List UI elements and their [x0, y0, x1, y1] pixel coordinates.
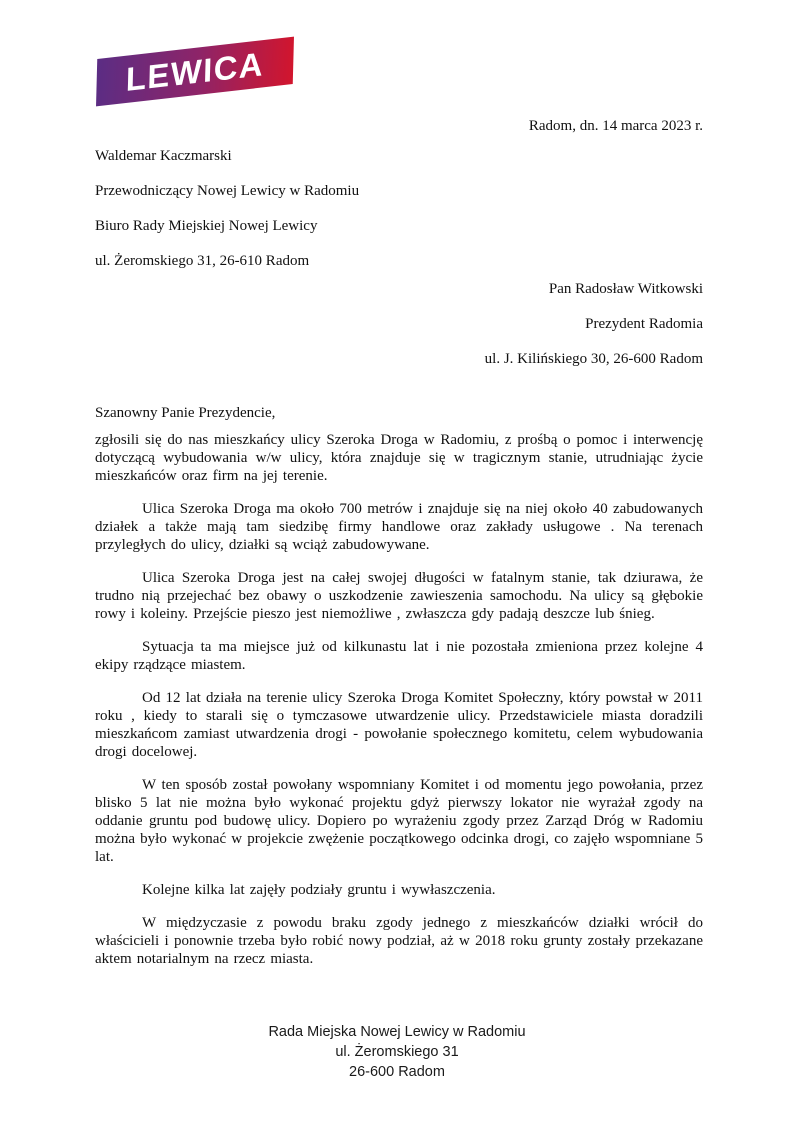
recipient-title: Prezydent Radomia: [585, 316, 703, 332]
recipient-name: Pan Radosław Witkowski: [548, 281, 703, 297]
date-line: Radom, dn. 14 marca 2023 r.: [528, 118, 703, 134]
sender-block: [95, 147, 703, 270]
body-paragraph: Ulica Szeroka Droga ma około 700 metrów i znajduje się na niej około 40 zabudowanych działek a także mają tam siedzibę firmy handlowe oraz zakłady usługowe . Na terenach przyległych do ulicy, działki są wciąż zabudowywane.: [95, 501, 703, 553]
recipient-block: [95, 280, 703, 368]
body-paragraph: Od 12 lat działa na terenie ulicy Szeroka Droga Komitet Społeczny, który powstał w 2011 roku , kiedy to starali się o tymczasowe utwardzenie ulicy. Przedstawiciele miasta doradzili mieszkańcom zamiast utwardzenia drogi - powołanie społecznego komitetu, celem wybudowania drogi docelowej.: [95, 690, 703, 760]
body-paragraph: zgłosili się do nas mieszkańcy ulicy Szeroka Droga w Radomiu, z prośbą o pomoc i interwencję dotyczącą wybudowania w/w ulicy, która znajduje się w tragicznym stanie, utrudniając życie mieszkańców oraz firm na jej terenie.: [95, 432, 703, 484]
sender-office: Biuro Rady Miejskiej Nowej Lewicy: [95, 218, 318, 234]
recipient-address: ul. J. Kilińskiego 30, 26-600 Radom: [484, 351, 703, 367]
sender-name: Waldemar Kaczmarski: [95, 148, 232, 164]
body-paragraph: Kolejne kilka lat zajęły podziały gruntu i wywłaszczenia.: [142, 882, 496, 898]
letter-footer: [0, 1022, 794, 1082]
body-paragraph: Sytuacja ta ma miejsce już od kilkunastu lat i nie pozostała zmieniona przez kolejne 4 ekipy rządzące miastem.: [95, 639, 703, 673]
footer-city: 26-600 Radom: [349, 1064, 445, 1080]
letter-content: [95, 0, 703, 983]
lewica-logo-wordmark: LEWICA: [125, 44, 265, 99]
footer-street: ul. Żeromskiego 31: [335, 1044, 459, 1060]
salutation: Szanowny Panie Prezydencie,: [95, 405, 276, 421]
sender-title: Przewodniczący Nowej Lewicy w Radomiu: [95, 183, 360, 199]
sender-address: ul. Żeromskiego 31, 26-610 Radom: [95, 253, 310, 269]
body-paragraph: Ulica Szeroka Droga jest na całej swojej długości w fatalnym stanie, tak dziurawa, że trudno nią przejechać bez obawy o uszkodzenie zawieszenia samochodu. Na ulicy są głębokie rowy i koleiny. Przejście pieszo jest niemożliwe , zwłaszcza gdy padają deszcze lub śnieg.: [95, 570, 703, 622]
body-paragraph: W międzyczasie z powodu braku zgody jednego z mieszkańców działki wrócił do właścicieli i ponownie trzeba było robić nowy podział, aż w 2018 roku grunty zostały przekazane aktem notarialnym na rzecz miasta.: [95, 915, 703, 967]
body-paragraph: W ten sposób został powołany wspomniany Komitet i od momentu jego powołania, przez blisko 5 lat nie można było wykonać projektu gdyż pierwszy lokator nie wyrażał zgody na oddanie gruntu pod budowę ulicy. Dopiero po wyrażeniu zgody przez Zarząd Dróg w Radomiu można było wykonać w projekcie zwężenie początkowego odcinka drogi, co zajęło wspomniane 5 lat.: [95, 777, 703, 865]
footer-organization: Rada Miejska Nowej Lewicy w Radomiu: [268, 1024, 526, 1040]
